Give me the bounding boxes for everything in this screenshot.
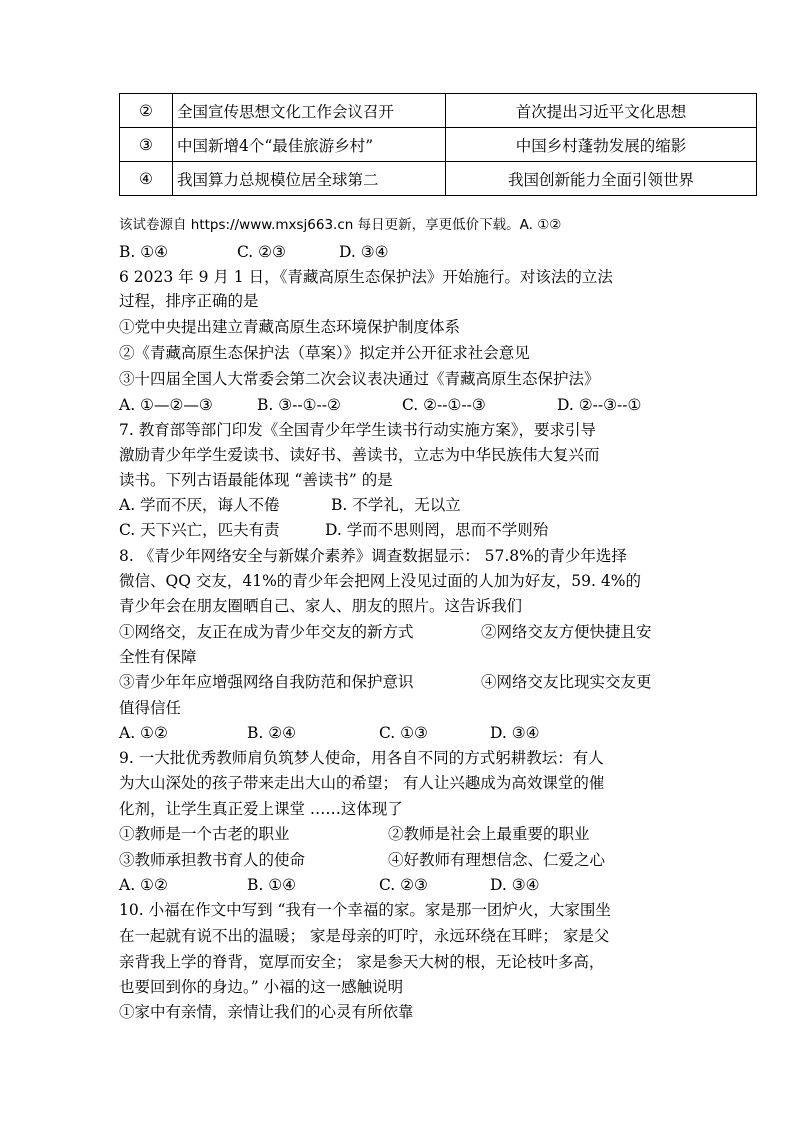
q6-statement: ①党中央提出建立青藏高原生态环境保护制度体系 bbox=[119, 318, 461, 336]
option-b: B. 不学礼，无以立 bbox=[331, 496, 461, 514]
table-row bbox=[120, 128, 757, 162]
source-notice: 该试卷源自 https://www.mxsj663.cn 每日更新，享更低价下载。A. ①② bbox=[119, 217, 562, 233]
q7-options bbox=[119, 518, 548, 542]
q10-stem-line: 10. 小福在作文中写到 “我有一个幸福的家。家是那一团炉火，大家围坐 bbox=[119, 901, 611, 919]
q8-statement: ①网络交，友正在成为青少年交友的新方式 bbox=[119, 623, 414, 641]
option-c: C. ①③ bbox=[379, 724, 428, 742]
q6-stem-line: 过程，排序正确的是 bbox=[119, 292, 259, 310]
row-meaning: 我国创新能力全面引领世界 bbox=[446, 162, 757, 196]
row-event: 中国新增4个“最佳旅游乡村” bbox=[173, 128, 446, 162]
q6-statement: ③十四届全国人大常委会第二次会议表决通过《青藏高原生态保护法》 bbox=[119, 370, 600, 388]
option-b: B. ①④ bbox=[119, 243, 169, 261]
q9-options bbox=[119, 873, 540, 897]
option-a: A. ①—②—③ bbox=[119, 396, 213, 414]
q6-statement: ②《青藏高原生态保护法（草案）》拟定并公开征求社会意见 bbox=[119, 344, 530, 362]
option-b: B. ③--①--② bbox=[257, 396, 341, 414]
q6-stem-line: 6 2023 年 9 月 1 日，《青藏高原生态保护法》开始施行。对该法的立法 bbox=[119, 268, 613, 286]
q8-statements bbox=[119, 620, 652, 644]
option-d: D. ③④ bbox=[490, 724, 540, 742]
q8-statement: ②网络交友方便快捷且安 bbox=[481, 623, 652, 641]
q9-statement: ④好教师有理想信念、仁爱之心 bbox=[388, 851, 606, 869]
q10-stem-line: 在一起就有说不出的温暖； 家是母亲的叮咛，永远环绕在耳畔； 家是父 bbox=[119, 927, 610, 945]
q8-statement: ③青少年年应增强网络自我防范和保护意识 bbox=[119, 673, 414, 691]
option-d: D. ②--③--① bbox=[557, 396, 642, 414]
q9-stem-line: 化剂，让学生真正爱上课堂 ……这体现了 bbox=[119, 800, 403, 818]
q8-statement: 值得信任 bbox=[119, 699, 182, 717]
option-a: A. ①② bbox=[119, 724, 168, 742]
row-number: ③ bbox=[120, 128, 173, 162]
q7-stem-line: 激励青少年学生爱读书、读好书、善读书，立志为中华民族伟大复兴而 bbox=[119, 446, 600, 464]
table-row bbox=[120, 162, 757, 196]
option-c: C. 天下兴亡，匹夫有责 bbox=[119, 521, 280, 539]
option-c: C. ②③ bbox=[237, 243, 286, 261]
row-event: 全国宣传思想文化工作会议召开 bbox=[173, 94, 446, 128]
q8-stem-line: 青少年会在朋友圈晒自己、家人、朋友的照片。这告诉我们 bbox=[119, 597, 523, 615]
q5-options bbox=[119, 240, 389, 264]
option-b: B. ②④ bbox=[247, 724, 297, 742]
row-meaning: 中国乡村蓬勃发展的缩影 bbox=[446, 128, 757, 162]
options-table bbox=[119, 93, 757, 196]
q8-statement: 全性有保障 bbox=[119, 648, 197, 666]
row-meaning: 首次提出习近平文化思想 bbox=[446, 94, 757, 128]
option-d: D. 学而不思则罔，思而不学则殆 bbox=[325, 521, 549, 539]
q9-stem-line: 为大山深处的孩子带来走出大山的希望； 有人让兴趣成为高效课堂的催 bbox=[119, 774, 605, 792]
q8-statements bbox=[119, 670, 652, 694]
option-c: C. ②--①--③ bbox=[402, 396, 486, 414]
q9-statements bbox=[119, 848, 605, 872]
q6-options bbox=[119, 393, 641, 417]
row-event: 我国算力总规模位居全球第二 bbox=[173, 162, 446, 196]
option-a: A. ①② bbox=[119, 876, 168, 894]
option-a: A. 学而不厌，诲人不倦 bbox=[119, 496, 280, 514]
q10-stem-line: 亲背我上学的脊背，宽厚而安全； 家是参天大树的根，无论枝叶多高， bbox=[119, 953, 605, 971]
q9-statement: ②教师是社会上最重要的职业 bbox=[388, 825, 590, 843]
q10-statement: ①家中有亲情，亲情让我们的心灵有所依靠 bbox=[119, 1003, 414, 1021]
row-number: ② bbox=[120, 94, 173, 128]
q7-stem-line: 7. 教育部等部门印发《全国青少年学生读书行动实施方案》，要求引导 bbox=[119, 421, 596, 439]
row-number: ④ bbox=[120, 162, 173, 196]
q8-statement: ④网络交友比现实交友更 bbox=[481, 673, 652, 691]
table-row bbox=[120, 94, 757, 128]
q9-statements bbox=[119, 822, 590, 846]
q8-stem-line: 8. 《青少年网络安全与新媒介素养》调查数据显示： 57.8%的青少年选择 bbox=[119, 547, 627, 565]
option-b: B. ①④ bbox=[247, 876, 297, 894]
q8-options bbox=[119, 721, 540, 745]
option-c: C. ②③ bbox=[379, 876, 428, 894]
option-d: D. ③④ bbox=[490, 876, 540, 894]
q9-statement: ③教师承担教书育人的使命 bbox=[119, 851, 306, 869]
q7-options bbox=[119, 493, 461, 517]
q8-stem-line: 微信、QQ 交友，41%的青少年会把网上没见过面的人加为好友，59. 4%的 bbox=[119, 572, 641, 590]
q10-stem-line: 也要回到你的身边。” 小福的这一感触说明 bbox=[119, 978, 404, 996]
option-d: D. ③④ bbox=[339, 243, 389, 261]
q7-stem-line: 读书。下列古语最能体现 “善读书” 的是 bbox=[119, 471, 393, 489]
q9-stem-line: 9. 一大批优秀教师肩负筑梦人使命，用各自不同的方式躬耕教坛：有人 bbox=[119, 749, 604, 767]
q9-statement: ①教师是一个古老的职业 bbox=[119, 825, 290, 843]
